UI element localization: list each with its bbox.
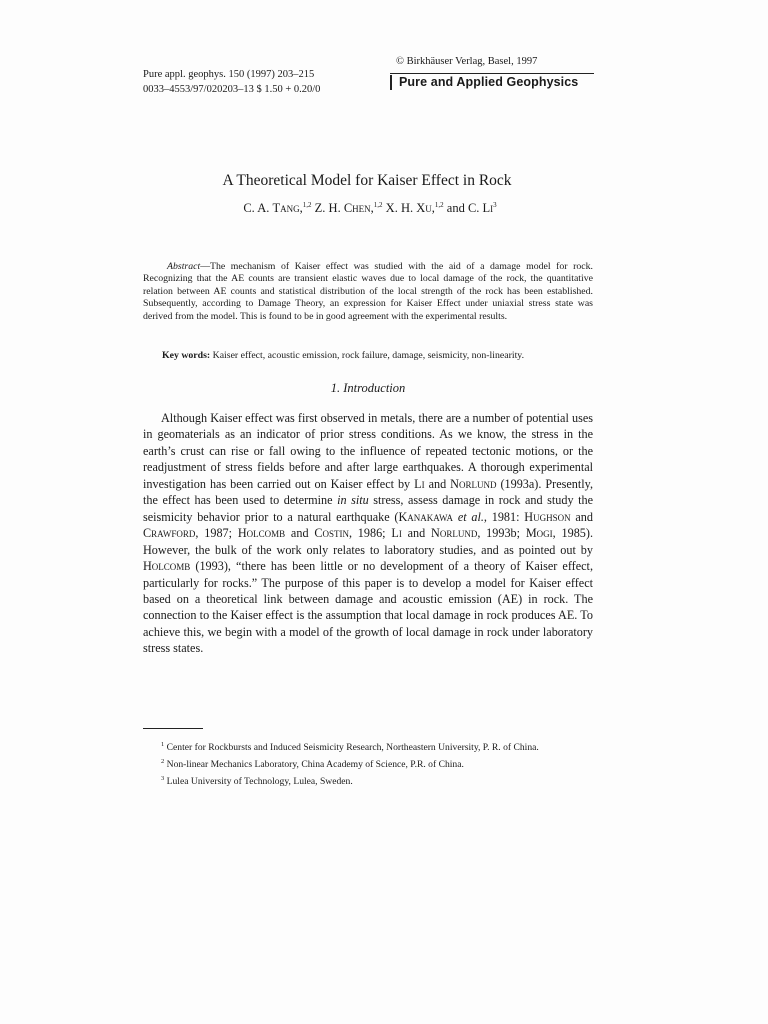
affiliation-mark: 1,2: [302, 201, 312, 209]
cited-author: Kanakawa: [398, 509, 454, 524]
cited-author: Costin: [314, 526, 349, 541]
affiliation-mark: 3: [493, 201, 497, 209]
footnote-mark: 3: [161, 774, 165, 782]
cited-author: Holcomb: [237, 526, 286, 541]
copyright-notice: © Birkhäuser Verlag, Basel, 1997: [396, 56, 538, 67]
author-name: Li: [482, 201, 494, 216]
affiliation-mark: 1,2: [373, 201, 383, 209]
keywords-label: Key words:: [162, 350, 211, 361]
footnote-text: Center for Rockbursts and Induced Seismicity Research, Northeastern University, P. R. of China.: [164, 742, 539, 754]
body-text-run: , 1981:: [483, 509, 525, 524]
footnotes: [161, 738, 539, 788]
body-text-run: and: [401, 526, 432, 541]
paper-title: A Theoretical Model for Kaiser Effect in Rock: [222, 172, 512, 189]
footnote: [161, 772, 539, 789]
body-text-run: , 1985). However, the bulk of the work only relates to laboratory studies, and as pointed out by: [143, 526, 593, 557]
body-text-run: stress, assess damage in rock and study the seismicity behavior prior to a natural earthquake (: [143, 493, 594, 524]
journal-name: Pure and Applied Geophysics: [390, 75, 578, 90]
italic-term: in situ: [337, 493, 369, 508]
cited-author: Li: [414, 476, 425, 491]
footnote-text: Lulea University of Technology, Lulea, Sweden.: [164, 775, 353, 787]
abstract-text: —The mechanism of Kaiser effect was studied with the aid of a damage model for rock. Recognizing that the AE counts are transient elastic waves due to local damage of the rock, the quantitative relation between AE counts and statistical distribution of the local strength of the rock has been established. Subsequently, according to Damage Theory, an expression for Kaiser Effect under uniaxial stress state was derived from the model. This is found to be in good agreement with the experimental results.: [143, 261, 593, 322]
body-text-run: , 1993b;: [477, 526, 526, 541]
body-text-run: , 1987;: [195, 526, 238, 541]
footnote-mark: 1: [161, 741, 165, 748]
cited-author: Hughson: [524, 509, 571, 524]
footnote-text: Non-linear Mechanics Laboratory, China Academy of Science, P.R. of China.: [164, 758, 464, 770]
section-heading: 1. Introduction: [330, 381, 406, 395]
author-name: Xu: [416, 201, 432, 216]
body-paragraph: [143, 410, 593, 657]
author-initials: Z. H.: [311, 201, 344, 216]
keywords-text: Kaiser effect, acoustic emission, rock failure, damage, seismicity, non-linearity.: [210, 350, 525, 361]
citation-line-1: Pure appl. geophys. 150 (1997) 203–215: [143, 69, 315, 80]
author-line: C. A. Tang,$^{1,2}$ Z. H. Chen,$^{1,2}$ X. H. Xu,$^{1,2}$ and C. Li$^3$: [243, 201, 497, 216]
cited-author: Norlund: [431, 526, 478, 541]
body-text-run: (1993a). Presently, the effect has been used to determine: [143, 476, 593, 508]
body-text-run: Although Kaiser effect was first observed in metals, there are a number of potential uses in geomaterials as an indicator of prior stress conditions. As we know, the stress in the earth’s crust can rise or fall owing to the influence of repeated tectonic motions, or the readjustment of stress fields before and after large earthquakes. A thorough experimental investigation has been carried out on Kaiser effect by: [143, 411, 593, 491]
author-initials: C. A.: [243, 201, 273, 216]
author-connector: and C.: [443, 201, 483, 216]
cited-author: Norlund: [450, 476, 497, 491]
cited-author: Li: [391, 526, 402, 541]
cited-author: Crawford: [143, 526, 196, 541]
body-text-run: , 1986;: [348, 526, 392, 541]
abstract: [143, 261, 593, 323]
footnote: [161, 738, 539, 755]
body-text-run: and: [424, 476, 451, 491]
body-text-run: (1993), “there has been little or no development of a theory of Kaiser effect, particularly for rocks.” The purpose of this paper is to develop a model for Kaiser effect based on a theoretical link between damage and acoustic emission (AE) in rock. The connection to the Kaiser effect is the assumption that local damage in rock produces AE. To achieve this, we begin with a model of the growth of local damage in rock under laboratory stress states.: [143, 559, 593, 656]
abstract-label: Abstract: [167, 261, 201, 272]
body-text-run: and: [285, 526, 315, 541]
footnote: [161, 755, 539, 772]
footnote-rule: [143, 728, 203, 729]
journal-rule: [390, 73, 594, 74]
footnote-mark: 2: [161, 757, 165, 765]
keywords: [162, 350, 524, 361]
body-text-run: and: [570, 509, 593, 524]
citation-block: [143, 67, 320, 97]
cited-author: Mogi: [525, 526, 553, 541]
cited-author: Holcomb: [143, 559, 191, 574]
affiliation-mark: 1,2: [434, 201, 444, 209]
italic-term: et al.: [457, 509, 484, 524]
author-initials: X. H.: [382, 201, 417, 216]
author-name: Tang: [272, 201, 300, 216]
author-name: Chen: [343, 201, 371, 216]
citation-line-2: 0033–4553/97/020203–13 $ 1.50 + 0.20/0: [143, 84, 321, 95]
